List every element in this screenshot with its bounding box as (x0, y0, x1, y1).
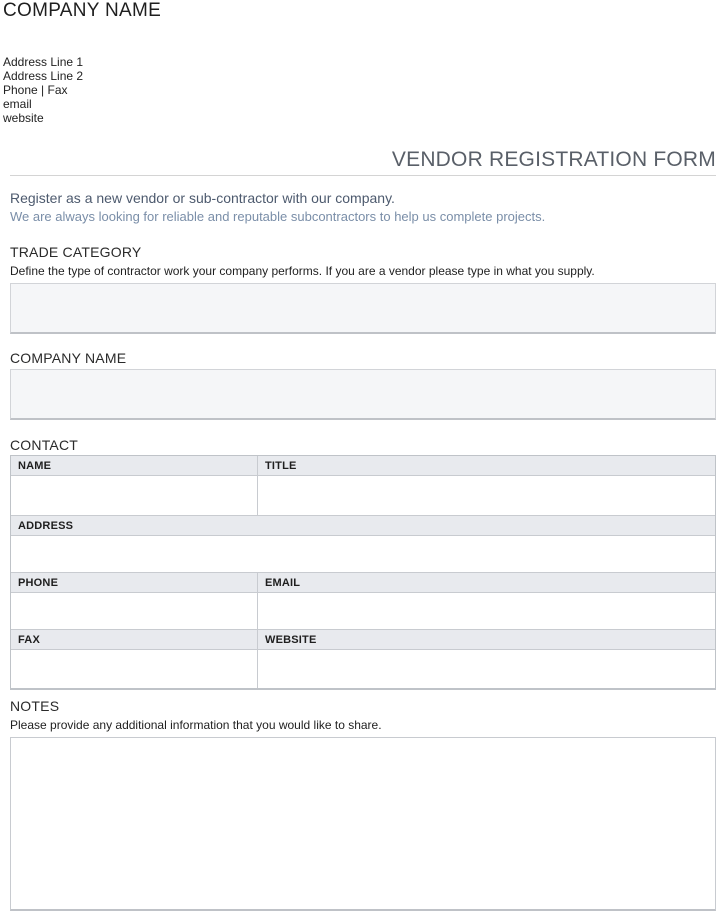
company-website: website (3, 111, 44, 125)
notes-field[interactable] (10, 737, 716, 911)
notes-heading: NOTES (10, 698, 60, 714)
intro-line-2: We are always looking for reliable and reputable subcontractors to help us complete projects. (10, 209, 546, 224)
phone-field[interactable] (11, 593, 258, 629)
company-email: email (3, 97, 32, 111)
company-name-field[interactable] (10, 369, 716, 420)
form-title: VENDOR REGISTRATION FORM (391, 148, 716, 171)
name-field[interactable] (11, 476, 258, 515)
address-header-row (11, 516, 715, 536)
contact-heading: CONTACT (10, 437, 79, 453)
title-field[interactable] (258, 476, 715, 515)
title-column-header: TITLE (265, 460, 297, 472)
contact-name-title-row (11, 476, 715, 516)
fax-field[interactable] (11, 650, 258, 688)
address-header: ADDRESS (18, 520, 74, 532)
name-column-header: NAME (11, 456, 258, 475)
intro-line-1: Register as a new vendor or sub-contractor with our company. (10, 190, 395, 206)
website-header: WEBSITE (265, 634, 317, 646)
phone-fax: Phone | Fax (3, 83, 68, 97)
address-line-1: Address Line 1 (3, 55, 84, 69)
contact-header-row (11, 456, 715, 476)
email-field[interactable] (258, 593, 715, 629)
contact-table (10, 455, 716, 690)
contact-fax-website-row (11, 650, 715, 688)
fax-website-header-row (11, 630, 715, 650)
email-header: EMAIL (265, 577, 301, 589)
trade-category-field[interactable] (10, 283, 716, 334)
title-divider (10, 175, 716, 176)
contact-phone-email-row (11, 593, 715, 630)
address-line-2: Address Line 2 (3, 69, 84, 83)
contact-address-row (11, 536, 715, 573)
address-field[interactable] (11, 536, 715, 572)
fax-header: FAX (11, 630, 258, 649)
phone-email-header-row (11, 573, 715, 593)
company-name-heading: COMPANY NAME (3, 0, 162, 21)
trade-category-heading: TRADE CATEGORY (10, 244, 142, 260)
trade-category-description: Define the type of contractor work your company performs. If you are a vendor please type in what you supply. (10, 264, 595, 278)
company-name-section-heading: COMPANY NAME (10, 350, 127, 366)
notes-description: Please provide any additional information that you would like to share. (10, 718, 382, 732)
phone-header: PHONE (11, 573, 258, 592)
website-field[interactable] (258, 650, 715, 688)
